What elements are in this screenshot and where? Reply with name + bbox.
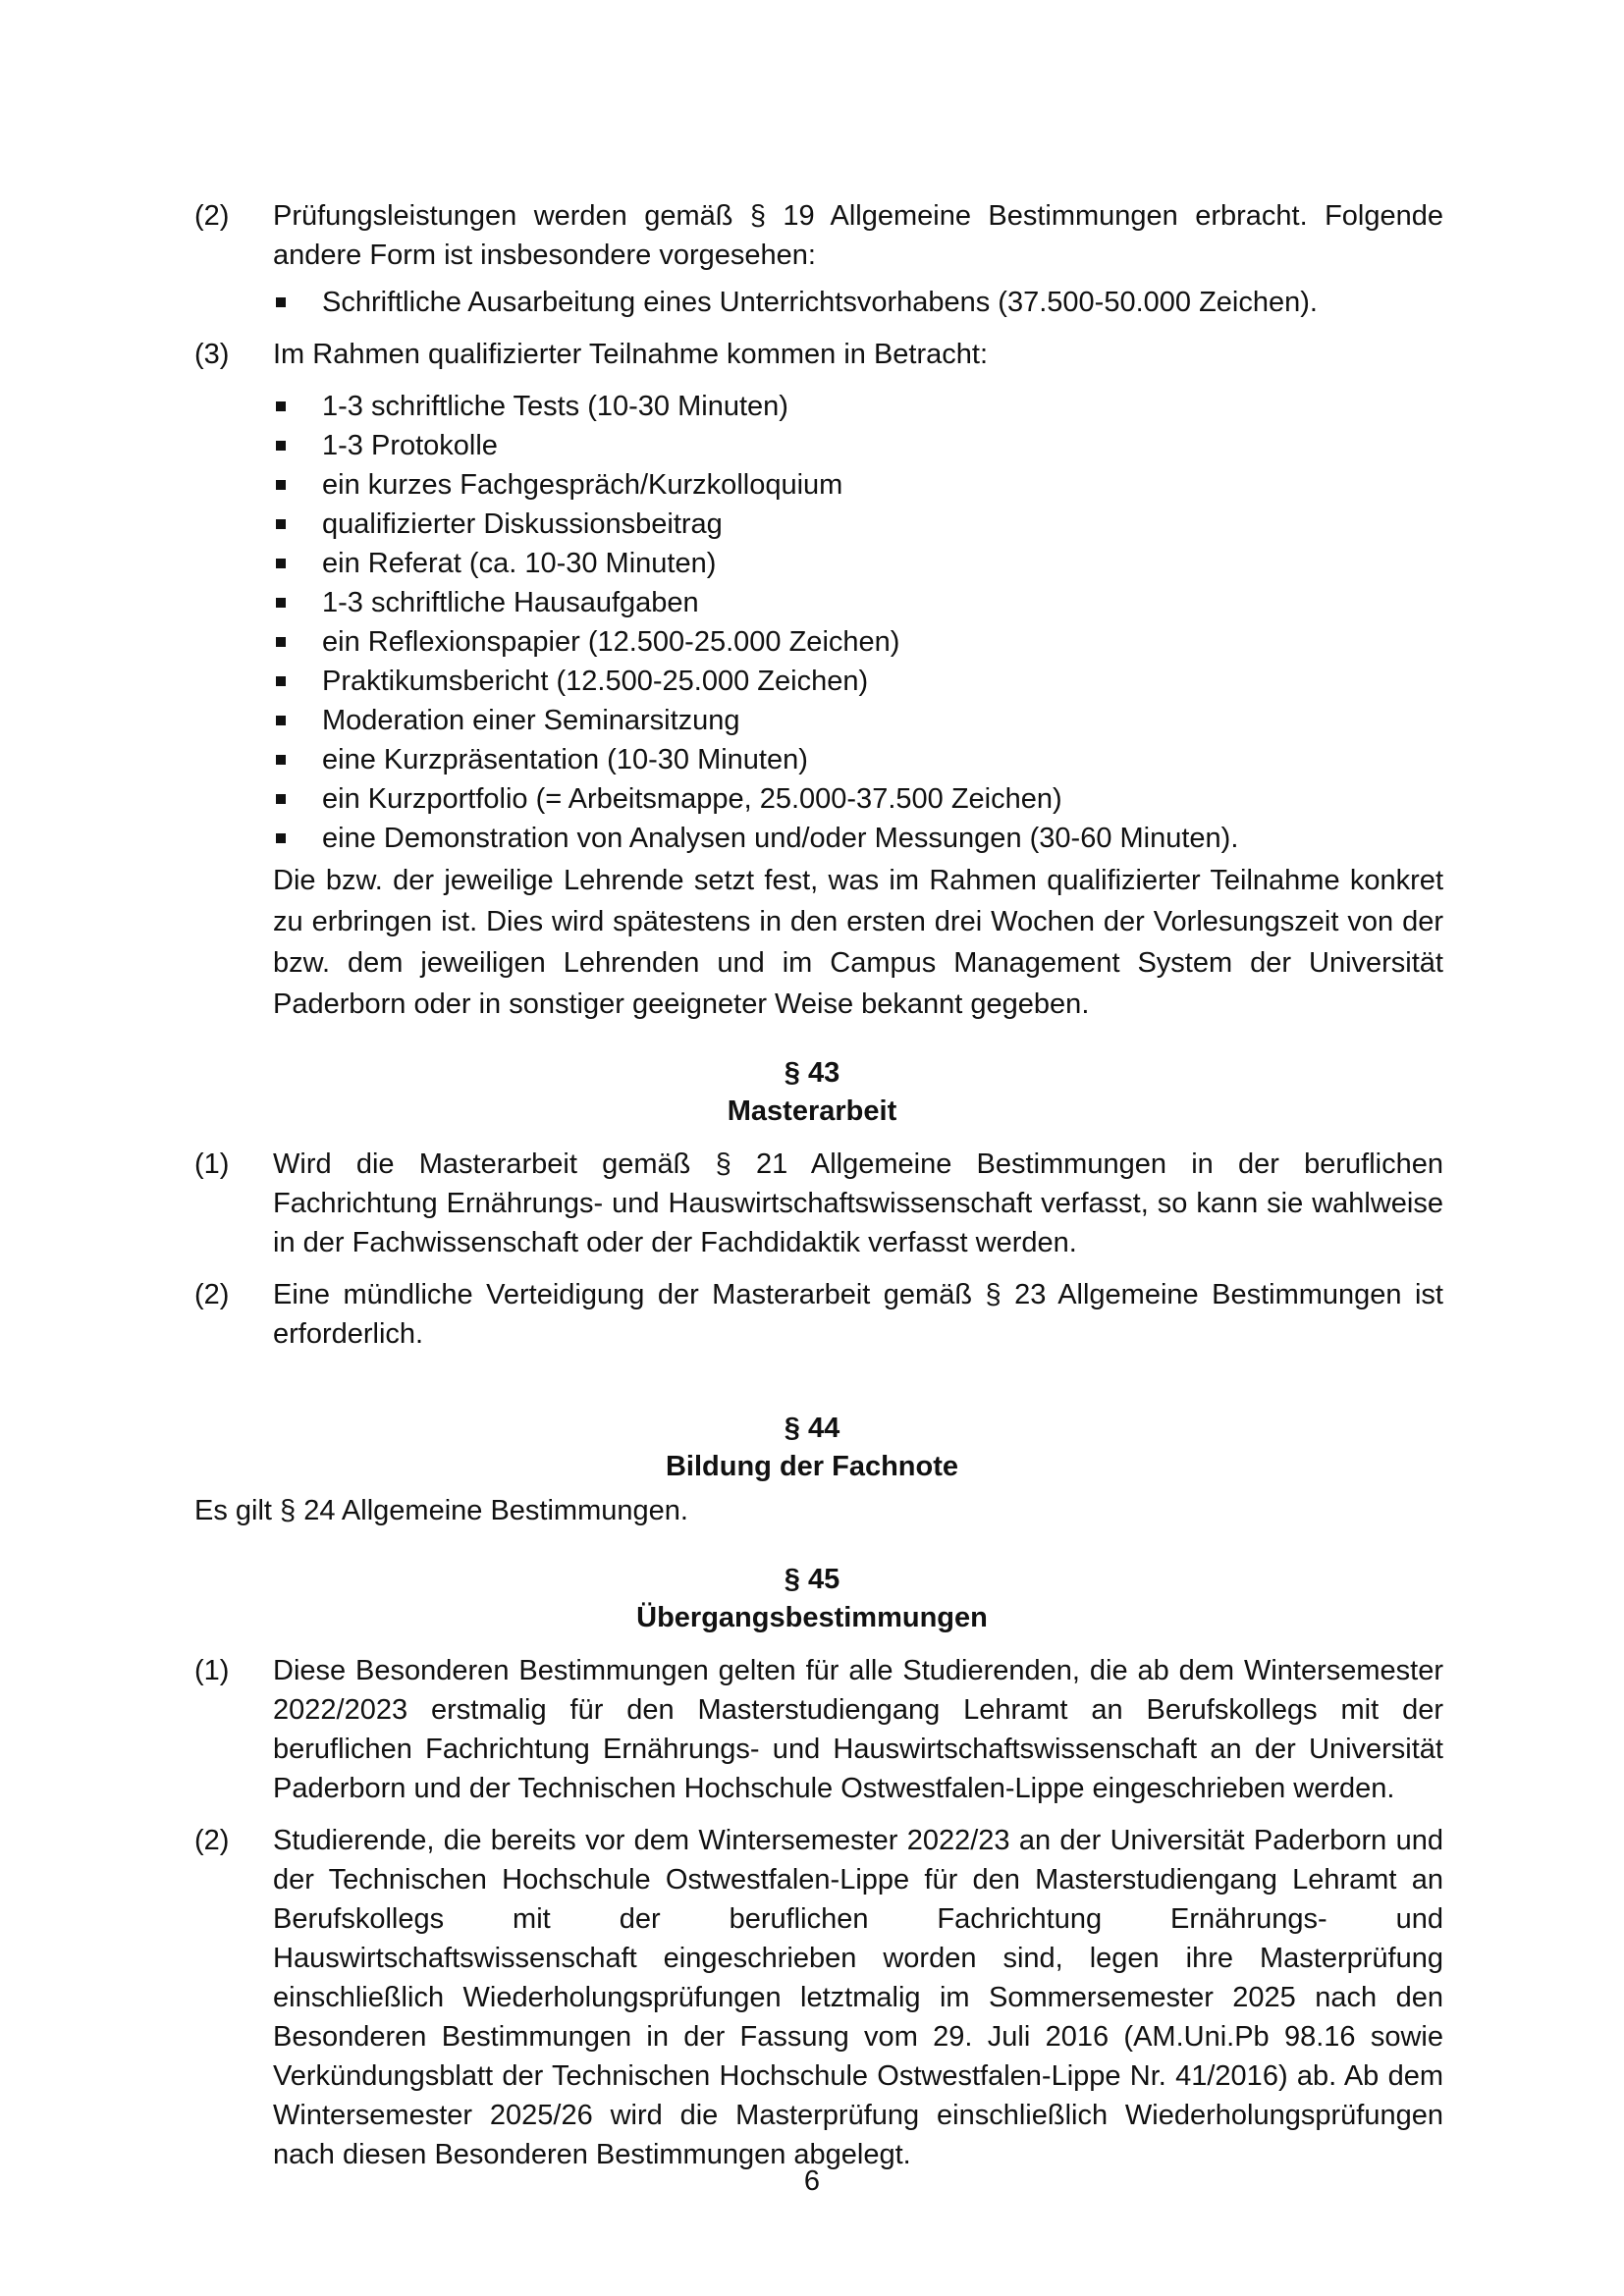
paragraph-number: (1) — [194, 1148, 230, 1180]
list-item: Schriftliche Ausarbeitung eines Unterrichtsvorhabens (37.500-50.000 Zeichen). — [273, 283, 1443, 322]
list-item: 1-3 Protokolle — [273, 426, 1443, 465]
section-heading-44 — [0, 1410, 1624, 1486]
list-item: qualifizierter Diskussionsbeitrag — [273, 505, 1443, 544]
list-item: ein kurzes Fachgespräch/Kurzkolloquium — [273, 465, 1443, 505]
list-item: Moderation einer Seminarsitzung — [273, 701, 1443, 740]
bullet-list — [273, 283, 1443, 322]
section-heading-43 — [0, 1054, 1624, 1131]
list-item: ein Kurzportfolio (= Arbeitsmappe, 25.000-37.500 Zeichen) — [273, 779, 1443, 819]
section-heading-45 — [0, 1561, 1624, 1637]
paragraph-text: Diese Besonderen Bestimmungen gelten für alle Studierenden, die ab dem Wintersemester 2022/2023 erstmalig für den Masterstudiengang Lehramt an Berufskollegs mit der beruflichen Fachrichtung Ernährungs- und Hauswirtschaftswissenschaft an der Universität Paderborn und der Technischen Hochschule Ostwestfalen-Lippe eingeschrieben werden. — [273, 1655, 1443, 1804]
paragraph-number: (1) — [194, 1655, 230, 1686]
paragraph-43-2 — [0, 1275, 1624, 1354]
paragraph-number: (2) — [194, 1825, 230, 1856]
paragraph-number: (3) — [194, 339, 230, 370]
bullet-list — [273, 387, 1443, 858]
paragraph-text: Eine mündliche Verteidigung der Masterarbeit gemäß § 23 Allgemeine Bestimmungen ist erforderlich. — [273, 1279, 1443, 1350]
list-item: 1-3 schriftliche Hausaufgaben — [273, 583, 1443, 622]
list-item: 1-3 schriftliche Tests (10-30 Minuten) — [273, 387, 1443, 426]
page-content — [0, 196, 1624, 2174]
section-number: § 44 — [784, 1413, 840, 1444]
list-item: eine Kurzpräsentation (10-30 Minuten) — [273, 740, 1443, 779]
list-item: ein Referat (ca. 10-30 Minuten) — [273, 544, 1443, 583]
list-item: eine Demonstration von Analysen und/oder Messungen (30-60 Minuten). — [273, 819, 1443, 858]
paragraph-45-1 — [0, 1651, 1624, 1808]
paragraph-text: Wird die Masterarbeit gemäß § 21 Allgemeine Bestimmungen in der beruflichen Fachrichtung Ernährungs- und Hauswirtschaftswissenschaft verfasst, so kann sie wahlweise in der Fachwissenschaft oder der Fachdidaktik verfasst werden. — [273, 1148, 1443, 1258]
section-title: Masterarbeit — [727, 1095, 897, 1127]
paragraph-number: (2) — [194, 200, 230, 232]
list-item: ein Reflexionspapier (12.500-25.000 Zeichen) — [273, 622, 1443, 662]
paragraph-42-3 — [0, 335, 1624, 1025]
paragraph-text: Studierende, die bereits vor dem Wintersemester 2022/23 an der Universität Paderborn und der Technischen Hochschule Ostwestfalen-Lippe für den Masterstudiengang Lehramt an Berufskollegs mit der beruflichen Fachrichtung Ernährungs- und Hauswirtschaftswissenschaft eingeschrieben worden sind, legen ihre Masterprüfung einschließlich Wiederholungsprüfungen letztmalig im Sommersemester 2025 nach den Besonderen Bestimmungen in der Fassung vom 29. Juli 2016 (AM.Uni.Pb 98.16 sowie Verkündungsblatt der Technischen Hochschule Ostwestfalen-Lippe Nr. 41/2016) ab. Ab dem Wintersemester 2025/26 wird die Masterprüfung einschließlich Wiederholungsprüfungen nach diesen Besonderen Bestimmungen abgelegt. — [273, 1825, 1443, 2170]
paragraph-text: Im Rahmen qualifizierter Teilnahme kommen in Betracht: — [273, 339, 989, 370]
paragraph-number: (2) — [194, 1279, 230, 1310]
paragraph-text: Prüfungsleistungen werden gemäß § 19 Allgemeine Bestimmungen erbracht. Folgende andere Form ist insbesondere vorgesehen: — [273, 200, 1443, 271]
section-number: § 43 — [784, 1057, 840, 1089]
paragraph-42-2 — [0, 196, 1624, 322]
section-text: Es gilt § 24 Allgemeine Bestimmungen. — [194, 1495, 688, 1526]
paragraph-45-2 — [0, 1821, 1624, 2174]
section-title: Bildung der Fachnote — [665, 1451, 959, 1482]
page-number: 6 — [803, 2165, 821, 2197]
section-title: Übergangsbestimmungen — [636, 1602, 988, 1633]
section-number: § 45 — [784, 1564, 840, 1595]
list-item: Praktikumsbericht (12.500-25.000 Zeichen) — [273, 662, 1443, 701]
paragraph-43-1 — [0, 1145, 1624, 1262]
paragraph-closing-text: Die bzw. der jeweilige Lehrende setzt fest, was im Rahmen qualifizierter Teilnahme konkret zu erbringen ist. Dies wird spätestens in den ersten drei Wochen der Vorlesungszeit von der bzw. dem jeweiligen Lehrenden und im Campus Management System der Universität Paderborn oder in sonstiger geeigneter Weise bekannt gegeben. — [273, 865, 1443, 1020]
